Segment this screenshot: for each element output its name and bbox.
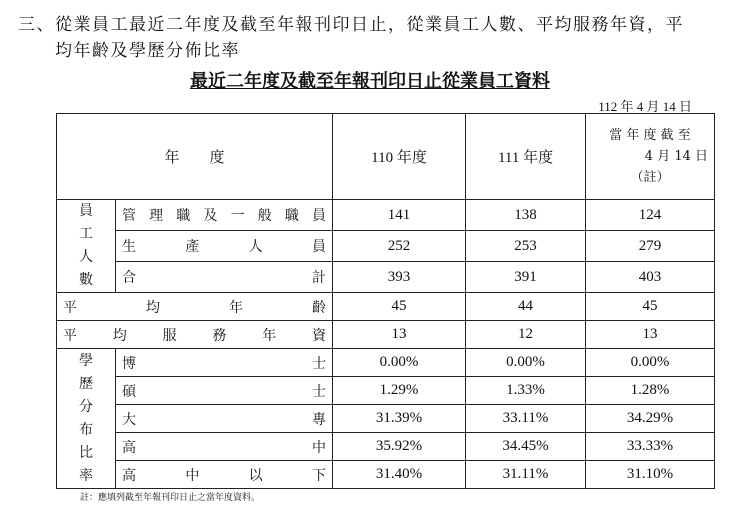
row-label: 高中 xyxy=(116,433,333,461)
section-heading-line2: 均年齡及學歷分佈比率 xyxy=(55,41,240,61)
col-current xyxy=(586,114,715,200)
employee-data-table xyxy=(56,113,715,489)
cell: 1.28% xyxy=(586,377,715,405)
row-label: 平均服務年資 xyxy=(57,321,333,349)
table-row xyxy=(57,405,715,433)
cell: 13 xyxy=(333,321,466,349)
header-row xyxy=(57,114,715,200)
row-label: 高中以下 xyxy=(116,461,333,489)
cell: 1.33% xyxy=(466,377,586,405)
cell: 35.92% xyxy=(333,433,466,461)
cell: 31.10% xyxy=(586,461,715,489)
col-111: 111 年度 xyxy=(466,114,586,200)
cell: 31.11% xyxy=(466,461,586,489)
table-row-avg-age xyxy=(57,293,715,321)
row-label: 生產人員 xyxy=(116,231,333,262)
table-row xyxy=(57,200,715,231)
col-current-line3: （註） xyxy=(630,170,670,185)
cell: 253 xyxy=(466,231,586,262)
year-header: 年 度 xyxy=(57,114,333,200)
row-label: 管理職及一般職員 xyxy=(116,200,333,231)
cell: 31.39% xyxy=(333,405,466,433)
group-label: 員 工 人 數 xyxy=(57,200,116,293)
date-label: 112 年 4 月 14 日 xyxy=(598,99,692,114)
cell: 0.00% xyxy=(333,349,466,377)
cell: 403 xyxy=(586,262,715,293)
cell: 34.29% xyxy=(586,405,715,433)
table-row xyxy=(57,262,715,293)
table-row xyxy=(57,231,715,262)
cell: 45 xyxy=(333,293,466,321)
cell: 141 xyxy=(333,200,466,231)
cell: 13 xyxy=(586,321,715,349)
col-110: 110 年度 xyxy=(333,114,466,200)
table-row-avg-service xyxy=(57,321,715,349)
cell: 31.40% xyxy=(333,461,466,489)
table-row xyxy=(57,433,715,461)
table-row xyxy=(57,349,715,377)
row-label: 碩士 xyxy=(116,377,333,405)
cell: 33.33% xyxy=(586,433,715,461)
cell: 252 xyxy=(333,231,466,262)
cell: 44 xyxy=(466,293,586,321)
table-row xyxy=(57,461,715,489)
row-label: 合計 xyxy=(116,262,333,293)
col-current-line1: 當 年 度 截 至 xyxy=(609,128,691,143)
table-title: 最近二年度及截至年報刊印日止從業員工資料 xyxy=(190,71,550,92)
col-current-line2: 4 月 14 日 xyxy=(644,149,709,164)
cell: 393 xyxy=(333,262,466,293)
cell: 1.29% xyxy=(333,377,466,405)
cell: 0.00% xyxy=(586,349,715,377)
table-row xyxy=(57,377,715,405)
cell: 138 xyxy=(466,200,586,231)
cell: 279 xyxy=(586,231,715,262)
footnote: 註：應填列截至年報刊印日止之當年度資料。 xyxy=(80,493,261,503)
row-label: 博士 xyxy=(116,349,333,377)
section-heading-line1: 三、從業員工最近二年度及截至年報刊印日止，從業員工人數、平均服務年資，平 xyxy=(18,15,684,35)
cell: 391 xyxy=(466,262,586,293)
cell: 124 xyxy=(586,200,715,231)
cell: 45 xyxy=(586,293,715,321)
cell: 12 xyxy=(466,321,586,349)
cell: 33.11% xyxy=(466,405,586,433)
row-label: 平均年齡 xyxy=(57,293,333,321)
cell: 0.00% xyxy=(466,349,586,377)
group-label: 學 歷 分 布 比 率 xyxy=(57,349,116,489)
cell: 34.45% xyxy=(466,433,586,461)
row-label: 大專 xyxy=(116,405,333,433)
